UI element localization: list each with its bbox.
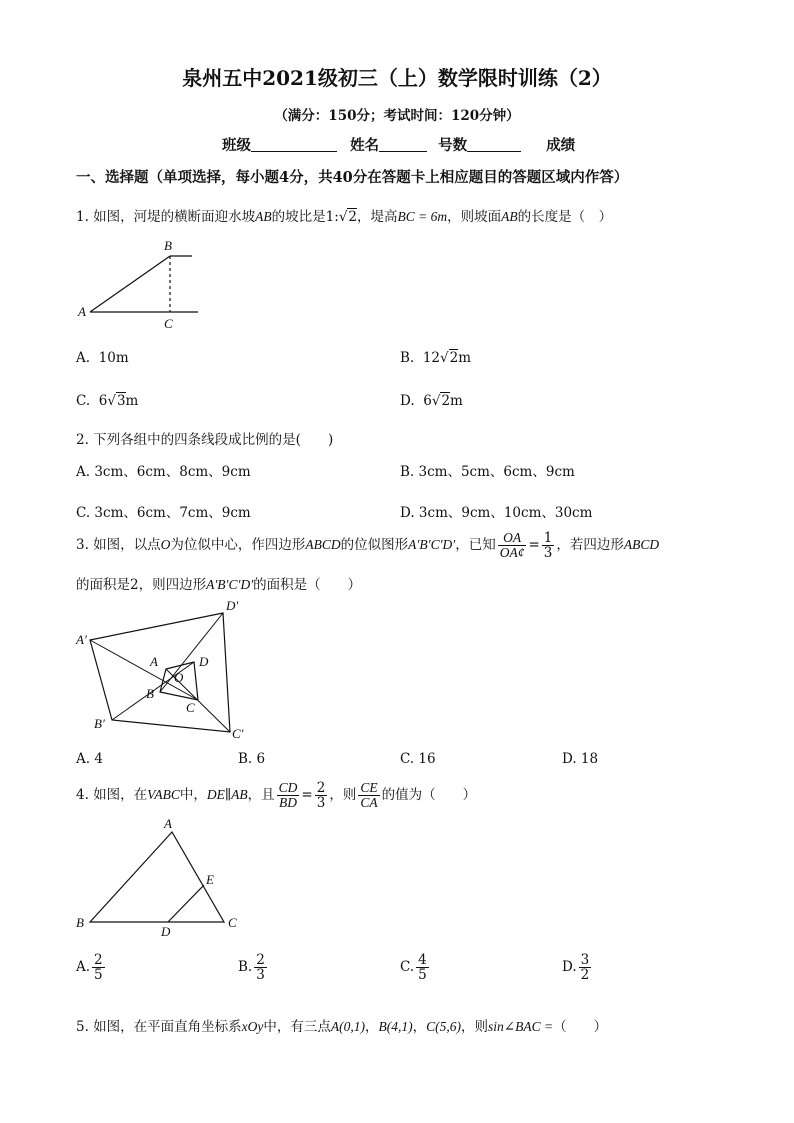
ray-d1 xyxy=(160,613,223,692)
number-blank[interactable] xyxy=(467,137,521,152)
triangle-abc xyxy=(90,832,224,922)
question-2-stem: 2. 下列各组中的四条线段成比例的是( ) xyxy=(76,432,334,448)
class-label: 班级 xyxy=(222,137,251,154)
question-5-stem: 5. 如图，在平面直角坐标系xOy中，有三点A(0,1)，B(4,1)，C(5,6)，则sin∠BAC =（ ） xyxy=(76,1019,608,1035)
label-c1: C′ xyxy=(232,726,244,741)
label-b1: B′ xyxy=(94,716,105,731)
segment-de xyxy=(168,885,204,922)
label-b: B xyxy=(164,238,172,253)
label-d: D xyxy=(199,654,209,669)
q2-option-d[interactable]: D. 3cm、9cm、10cm、30cm xyxy=(400,505,593,521)
question-3-stem-line1: 3. 如图，以点O为位似中心，作四边形ABCD的位似图形A′B′C′D′，已知 $\frac{OA}{OA¢}$ = $\frac{1}{3}$ ，若四边形ABCD xyxy=(76,529,660,561)
label-d1: D′ xyxy=(226,598,239,613)
q4-option-d[interactable]: D. $\frac{3}{2}$ xyxy=(562,952,590,984)
label-o: O xyxy=(174,670,184,685)
name-label: 姓名 xyxy=(350,137,380,154)
asked-fraction: $\frac{CE}{CA}$ xyxy=(360,779,378,810)
q1-option-b[interactable]: B. 12√2m xyxy=(400,350,472,366)
label-a: A xyxy=(78,304,86,319)
q1-option-d[interactable]: D. 6√2m xyxy=(400,393,463,409)
q2-option-c[interactable]: C. 3cm、6cm、7cm、9cm xyxy=(76,505,251,521)
label-a: A xyxy=(164,816,172,831)
label-a1: A′ xyxy=(76,632,87,647)
exam-subtitle: （满分：150分；考试时间：120分钟） xyxy=(274,108,520,124)
ratio-value: $\frac{1}{3}$ xyxy=(543,529,553,561)
q4-option-b[interactable]: B. $\frac{2}{3}$ xyxy=(238,952,265,984)
ratio-fraction: $\frac{OA}{OA¢}$ xyxy=(499,529,525,560)
q4-option-a[interactable]: A. $\frac{2}{5}$ xyxy=(76,952,103,984)
question-1-stem: 1. 如图，河堤的横断面迎水坡AB的坡比是1:√2，堤高BC = 6m，则坡面AB的长度是（ ） xyxy=(76,209,613,225)
question-4-stem: 4. 如图，在VABC中，DE∥AB，且 $\frac{CD}{BD}$ = $\frac{2}{3}$ ，则 $\frac{CE}{CA}$ 的值为（ ） xyxy=(76,779,477,811)
question-3-stem-line2: 的面积是2，则四边形A′B′C′D′的面积是（ ） xyxy=(76,577,362,593)
q4-triangle-figure xyxy=(70,814,250,939)
slope-ab xyxy=(90,256,170,312)
label-d: D xyxy=(161,924,171,939)
q4-option-c[interactable]: C. $\frac{4}{5}$ xyxy=(400,952,427,984)
student-info-row xyxy=(222,134,575,155)
q3-option-b[interactable]: B. 6 xyxy=(238,751,266,767)
q1-embankment-figure xyxy=(70,236,210,336)
class-blank[interactable] xyxy=(251,137,337,152)
label-b: B xyxy=(146,686,154,701)
label-c: C xyxy=(228,915,237,930)
label-c: C xyxy=(164,316,173,331)
given-fraction: $\frac{CD}{BD}$ xyxy=(278,779,298,810)
q3-option-d[interactable]: D. 18 xyxy=(562,751,599,767)
q3-option-c[interactable]: C. 16 xyxy=(400,751,436,767)
label-b: B xyxy=(76,915,84,930)
given-value: $\frac{2}{3}$ xyxy=(316,779,326,811)
score-label: 成绩 xyxy=(546,137,576,154)
q1-option-a[interactable]: A. 10m xyxy=(76,350,129,366)
page-title: 泉州五中2021级初三（上）数学限时训练（2） xyxy=(182,66,612,90)
label-a: A xyxy=(150,654,158,669)
q3-option-a[interactable]: A. 4 xyxy=(76,751,103,767)
section-heading: 一、选择题（单项选择，每小题4分，共40分在答题卡上相应题目的答题区域内作答） xyxy=(76,169,629,186)
q2-option-b[interactable]: B. 3cm、5cm、6cm、9cm xyxy=(400,464,575,480)
name-blank[interactable] xyxy=(379,137,427,152)
q2-option-a[interactable]: A. 3cm、6cm、8cm、9cm xyxy=(76,464,251,480)
q1-option-c[interactable]: C. 6√3m xyxy=(76,393,139,409)
label-c: C xyxy=(186,700,195,715)
number-label: 号数 xyxy=(438,137,468,154)
label-e: E xyxy=(206,872,214,887)
q3-homothety-figure xyxy=(70,596,260,746)
